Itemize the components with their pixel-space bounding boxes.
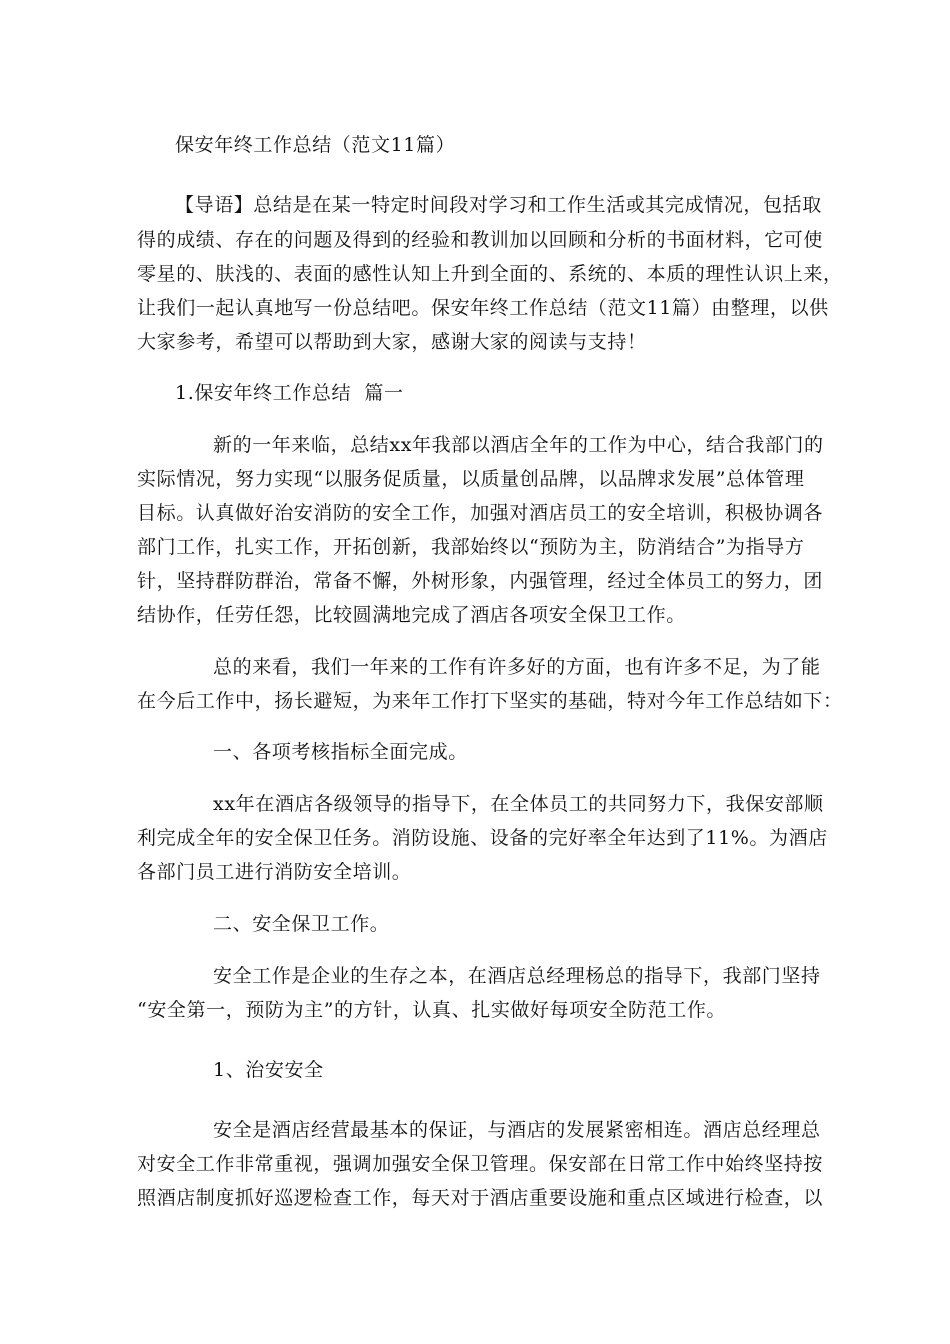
paragraph-line: 结协作，任劳任怨，比较圆满地完成了酒店各项安全保卫工作。 (137, 604, 686, 626)
subheading: 二、安全保卫工作。 (213, 913, 390, 935)
paragraph-line: “安全第一，预防为主”的方针，认真、扎实做好每项安全防范工作。 (137, 999, 727, 1021)
lead-line: 得的成绩、存在的问题及得到的经验和教训加以回顾和分析的书面材料，它可使 (137, 229, 824, 251)
paragraph-line: 安全是酒店经营最基本的保证，与酒店的发展紧密相连。酒店总经理总 (213, 1119, 821, 1141)
section-heading: 1.保安年终工作总结 篇一 (175, 382, 404, 404)
subheading: 一、各项考核指标全面完成。 (213, 741, 468, 763)
paragraph-line: 实际情况，努力实现“以服务促质量，以质量创品牌，以品牌求发展”总体管理 (137, 468, 805, 490)
paragraph-line: 针，坚持群防群治，常备不懈，外树形象，内强管理，经过全体员工的努力，团 (137, 570, 824, 592)
lead-line: 大家参考，希望可以帮助到大家，感谢大家的阅读与支持！ (137, 331, 647, 353)
paragraph-line: 对安全工作非常重视，强调加强安全保卫管理。保安部在日常工作中始终坚持按 (137, 1153, 824, 1175)
subheading: 1、治安安全 (213, 1059, 324, 1081)
paragraph-line: 照酒店制度抓好巡逻检查工作，每天对于酒店重要设施和重点区域进行检查，以 (137, 1187, 824, 1209)
document-title: 保安年终工作总结（范文11篇） (175, 134, 456, 156)
paragraph-line: 利完成全年的安全保卫任务。消防设施、设备的完好率全年达到了11%。为酒店 (137, 827, 828, 849)
lead-line: 让我们一起认真地写一份总结吧。保安年终工作总结（范文11篇）由整理，以供 (137, 297, 829, 319)
paragraph-line: 总的来看，我们一年来的工作有许多好的方面，也有许多不足，为了能 (213, 656, 821, 678)
lead-line: 【导语】总结是在某一特定时间段对学习和工作生活或其完成情况，包括取 (175, 194, 822, 216)
lead-line: 零星的、肤浅的、表面的感性认知上升到全面的、系统的、本质的理性认识上来， (137, 263, 843, 285)
paragraph-line: 在今后工作中，扬长避短，为来年工作打下坚实的基础，特对今年工作总结如下： (137, 690, 843, 712)
paragraph-line: 各部门员工进行消防安全培训。 (137, 861, 412, 883)
paragraph-line: 安全工作是企业的生存之本，在酒店总经理杨总的指导下，我部门坚持 (213, 965, 821, 987)
paragraph-line: 新的一年来临，总结xx年我部以酒店全年的工作为中心，结合我部门的 (213, 434, 824, 456)
paragraph-line: 目标。认真做好治安消防的安全工作，加强对酒店员工的安全培训，积极协调各 (137, 502, 824, 524)
paragraph-line: xx年在酒店各级领导的指导下，在全体员工的共同努力下，我保安部顺 (213, 793, 824, 815)
paragraph-line: 部门工作，扎实工作，开拓创新，我部始终以“预防为主，防消结合”为指导方 (137, 536, 805, 558)
